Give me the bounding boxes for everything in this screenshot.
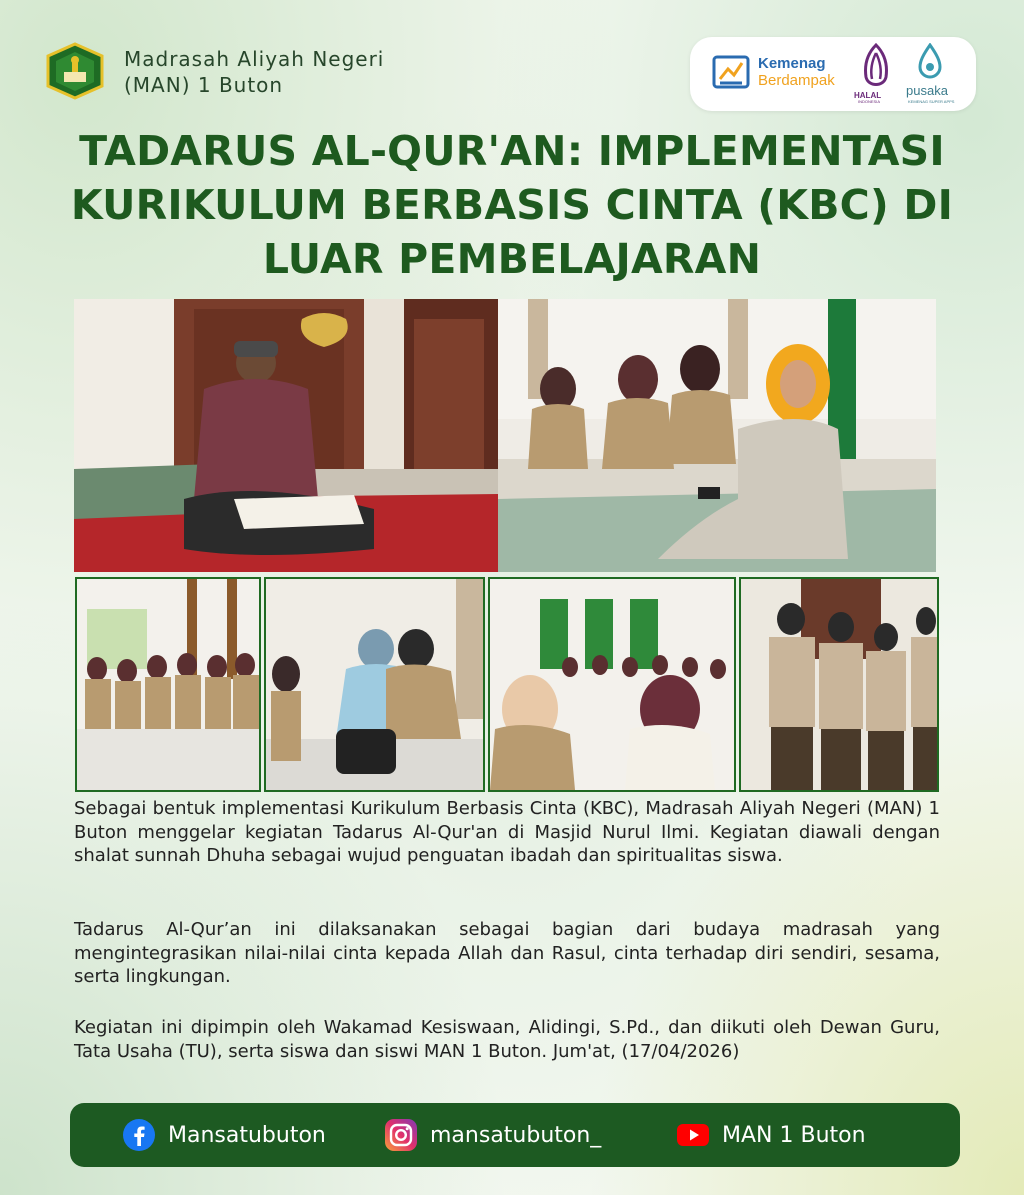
partner-logos xyxy=(690,37,976,111)
halal-sub-label: INDONESIA xyxy=(858,99,881,104)
pusaka-logo xyxy=(918,43,942,81)
facebook-label: Mansatubuton xyxy=(168,1122,326,1148)
youtube-icon xyxy=(676,1118,710,1152)
halal-label: HALAL xyxy=(854,91,882,100)
photo-students-standing xyxy=(739,577,939,792)
page-title xyxy=(20,124,1004,286)
photo-teacher-phone xyxy=(498,299,936,572)
school-name-line1: Madrasah Aliyah Negeri xyxy=(124,47,385,71)
body-paragraph-3: Kegiatan ini dipimpin oleh Wakamad Kesiswaan, Alidingi, S.Pd., dan diikuti oleh Dewan Guru, Tata Usaha (TU), serta siswa dan siswi MAN 1 Buton. Jum'at, (17/04/2026) xyxy=(74,1017,940,1062)
school-name-line2: (MAN) 1 Buton xyxy=(124,73,284,97)
title-line2: KURIKULUM BERBASIS CINTA (KBC) DI xyxy=(70,181,954,229)
instagram-link[interactable] xyxy=(384,1119,601,1151)
instagram-icon xyxy=(384,1118,418,1152)
facebook-link[interactable] xyxy=(122,1119,326,1151)
youtube-link[interactable] xyxy=(676,1119,866,1151)
kemenag-logo xyxy=(44,42,106,100)
body-paragraph-2: Tadarus Al-Qur’an ini dilaksanakan sebagai bagian dari budaya madrasah yang mengintegrasikan nilai-nilai cinta kepada Allah dan Rasul, cinta terhadap diri sendiri, sesama, serta lingkungan. xyxy=(74,919,940,987)
pusaka-label: pusaka xyxy=(906,83,948,98)
social-footer xyxy=(70,1103,960,1167)
halal-indonesia-logo xyxy=(858,43,894,91)
body-paragraph-1: Sebagai bentuk implementasi Kurikulum Berbasis Cinta (KBC), Madrasah Aliyah Negeri (MAN) 1 Buton menggelar kegiatan Tadarus Al-Qur'an di Masjid Nurul Ilmi. Kegiatan diawali dengan shalat sunnah Dhuha sebagai wujud penguatan ibadah dan spiritualitas siswa. xyxy=(74,798,940,866)
photo-students-reading xyxy=(488,577,736,792)
facebook-icon xyxy=(122,1118,156,1152)
pusaka-sub-label: KEMENAG SUPER APPS xyxy=(908,99,955,104)
instagram-label: mansatubuton_ xyxy=(430,1122,602,1148)
youtube-label: MAN 1 Buton xyxy=(722,1122,866,1148)
school-name xyxy=(124,46,384,98)
title-line1: TADARUS AL-QUR'AN: IMPLEMENTASI xyxy=(79,127,945,175)
photo-students-phones xyxy=(264,577,485,792)
title-line3: LUAR PEMBELAJARAN xyxy=(262,235,762,283)
kemenag-berdampak-icon xyxy=(712,53,752,93)
photo-teacher-reading xyxy=(74,299,498,572)
photo-students-rows xyxy=(75,577,261,792)
kemenag-berdampak-line1: Kemenag xyxy=(758,55,826,72)
kemenag-berdampak-line2: Berdampak xyxy=(758,72,835,89)
